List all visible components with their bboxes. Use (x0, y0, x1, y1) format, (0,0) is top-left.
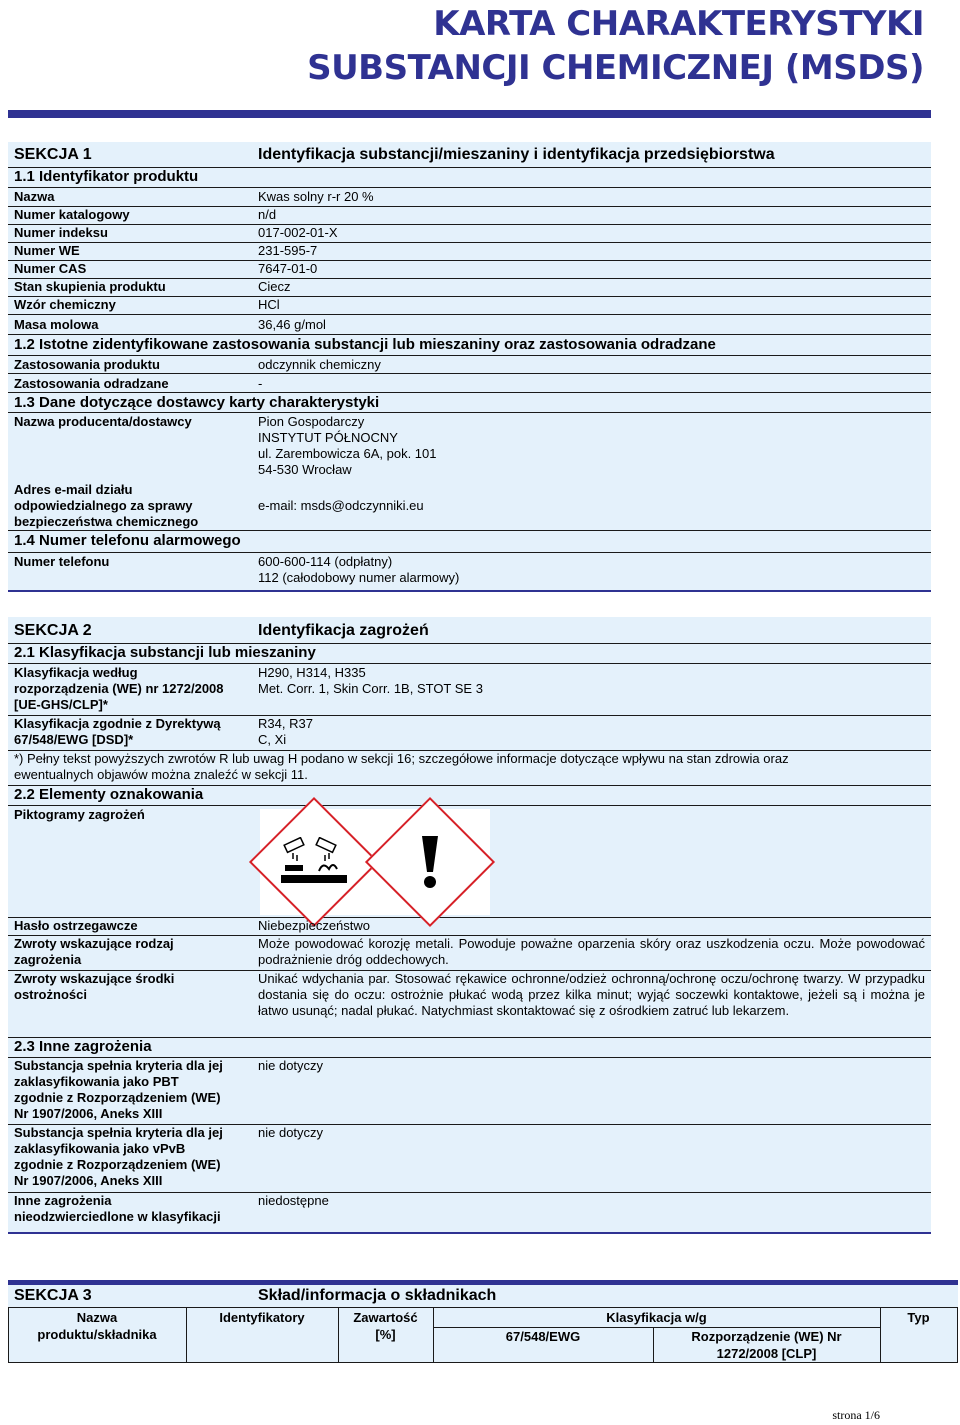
col-header-type: Typ (907, 1310, 930, 1325)
value-nazwa: Kwas solny r-r 20 % (258, 189, 374, 204)
clp-label-line: rozporządzenia (WE) nr 1272/2008 (14, 681, 224, 696)
document-title-line1: KARTA CHARAKTERYSTYKI (433, 4, 924, 44)
row-hazard-statements (8, 936, 931, 971)
row-precautionary (8, 971, 931, 1038)
row-numer-cas (8, 261, 931, 279)
section2-1-heading (8, 644, 931, 664)
label-numer-katalogowy: Numer katalogowy (14, 207, 130, 222)
section1-1-heading (8, 168, 931, 188)
dsd-value-line: R34, R37 (258, 716, 313, 731)
vpvb-label-line: Substancja spełnia kryteria dla jej (14, 1125, 223, 1140)
section1-number: SEKCJA 1 (14, 146, 92, 163)
hazard-label-line: Zwroty wskazujące rodzaj (14, 936, 174, 951)
value-clp (258, 665, 925, 697)
col-line (957, 1307, 958, 1363)
label-nazwa: Nazwa (14, 189, 55, 204)
value-email: e-mail: msds@odczynniki.eu (258, 498, 424, 513)
pbt-label-line: Substancja spełnia kryteria dla jej (14, 1058, 223, 1073)
section2-3-heading (8, 1038, 931, 1058)
section2-name: Identyfikacja zagrożeń (258, 622, 429, 639)
sub-1-4: 1.4 Numer telefonu alarmowego (14, 532, 241, 549)
row-wzor-chemiczny (8, 297, 931, 315)
section1-top-bar (8, 110, 931, 118)
value-supplier (258, 414, 925, 478)
pictogram-area (260, 809, 490, 915)
col-header-classification: Klasyfikacja w/g (606, 1310, 707, 1325)
clp-value-line: H290, H314, H335 (258, 665, 366, 680)
row-zastosowania-odradzane (8, 374, 931, 393)
hazard-label-line: zagrożenia (14, 952, 82, 967)
label-zastosowania-odradzane: Zastosowania odradzane (14, 376, 169, 391)
label-supplier: Nazwa producenta/dostawcy (14, 414, 192, 429)
value-zastosowania: odczynnik chemiczny (258, 357, 381, 372)
corrosion-pictogram (249, 797, 379, 927)
clp-value-line: Met. Corr. 1, Skin Corr. 1B, STOT SE 3 (258, 681, 483, 696)
row-vpvb (8, 1125, 931, 1193)
document-title (307, 2, 924, 90)
row-phone (8, 554, 931, 590)
pbt-label-line: Nr 1907/2006, Aneks XIII (14, 1106, 163, 1121)
label-pbt (14, 1058, 223, 1122)
col-clp-line: 1272/2008 [CLP] (716, 1346, 817, 1361)
row-signal-word (8, 918, 931, 936)
section1-bottom-line (8, 590, 931, 592)
pbt-label-line: zaklasyfikowania jako PBT (14, 1074, 179, 1089)
col-header-clp (653, 1328, 880, 1362)
dsd-label-line: 67/548/EWG [DSD]* (14, 732, 134, 747)
row-nazwa (8, 189, 931, 207)
label-numer-indeksu: Numer indeksu (14, 225, 108, 240)
sub-1-2: 1.2 Istotne zidentyfikowane zastosowania substancji lub mieszaniny oraz zastosowania odradzane (14, 336, 716, 353)
corrosion-icon (279, 837, 349, 887)
dsd-label-line: Klasyfikacja zgodnie z Dyrektywą (14, 716, 221, 731)
row-clp (8, 665, 931, 716)
vpvb-label-line: zaklasyfikowania jako vPvB (14, 1141, 186, 1156)
section2-bottom-line (8, 1232, 931, 1234)
label-precautionary (14, 971, 174, 1003)
col-header-content (338, 1309, 433, 1343)
section2-header (8, 623, 931, 644)
dsd-value-line: C, Xi (258, 732, 287, 747)
section1-header (8, 147, 931, 168)
value-signal-word: Niebezpieczeństwo (258, 918, 371, 933)
row-pbt (8, 1058, 931, 1125)
value-wzor-chemiczny: HCl (258, 297, 280, 312)
col-name-line: produktu/składnika (37, 1327, 157, 1342)
label-masa-molowa: Masa molowa (14, 317, 99, 332)
row-zastosowania (8, 356, 931, 374)
document-title-line2: SUBSTANCJI CHEMICZNEJ (MSDS) (307, 48, 924, 88)
section1-2-heading (8, 336, 931, 356)
section3-header-line (8, 1307, 958, 1308)
label-clp (14, 665, 224, 713)
label-signal-word: Hasło ostrzegawcze (14, 918, 138, 933)
supplier-line: Pion Gospodarczy (258, 414, 365, 429)
vpvb-label-line: Nr 1907/2006, Aneks XIII (14, 1173, 163, 1188)
classification-note: *) Pełny tekst powyższych zwrotów R lub uwag H podano w sekcji 16; szczegółowe informacje dotyczące wpływu na stan zdrowia oraz ewentualnych objawów można znaleźć w sekcji 11. (14, 751, 789, 782)
label-vpvb (14, 1125, 223, 1189)
label-dsd (14, 716, 221, 748)
value-numer-katalogowy: n/d (258, 207, 277, 222)
col-name-line: Nazwa (76, 1310, 118, 1325)
section1-box (8, 142, 931, 592)
col-content-line: [%] (375, 1327, 396, 1342)
section3-bottom-line (8, 1362, 958, 1363)
col-clp-line: Rozporządzenie (WE) Nr (691, 1329, 842, 1344)
row-note (8, 751, 931, 786)
row-dsd (8, 716, 931, 751)
label-zastosowania: Zastosowania produktu (14, 357, 160, 372)
value-phone (258, 554, 925, 586)
value-other-hazards: niedostępne (258, 1193, 329, 1208)
other-label-line: nieodzwierciedlone w klasyfikacji (14, 1209, 221, 1224)
phone-line: 600-600-114 (odpłatny) (258, 554, 393, 569)
label-other-hazards (14, 1193, 221, 1225)
section3-box (8, 1285, 958, 1363)
label-numer-we: Numer WE (14, 243, 80, 258)
sub-2-2: 2.2 Elementy oznakowania (14, 786, 204, 803)
section3-name: Skład/informacja o składnikach (258, 1287, 497, 1304)
section2-box (8, 617, 931, 1234)
vpvb-label-line: zgodnie z Rozporządzeniem (WE) (14, 1157, 221, 1172)
label-wzor-chemiczny: Wzór chemiczny (14, 297, 116, 312)
value-zastosowania-odradzane: - (258, 376, 263, 391)
row-numer-indeksu (8, 225, 931, 243)
row-numer-we (8, 243, 931, 261)
col-header-name (8, 1309, 186, 1343)
row-stan-skupienia (8, 279, 931, 297)
value-numer-we: 231-595-7 (258, 243, 318, 258)
page-number: strona 1/6 (832, 1408, 880, 1422)
label-pictograms: Piktogramy zagrożeń (14, 807, 145, 822)
col-header-dsd: 67/548/EWG (505, 1329, 581, 1344)
col-content-line: Zawartość (353, 1310, 418, 1325)
value-hazard-statements: Może powodować korozję metali. Powoduje poważne oparzenia skóry oraz uszkodzenia oczu. Może powodować podrażnienie dróg oddechowych. (258, 936, 925, 967)
supplier-line: ul. Zarembowicza 6A, pok. 101 (258, 446, 437, 461)
supplier-line: 54-530 Wrocław (258, 462, 352, 477)
label-email (14, 482, 198, 530)
label-phone: Numer telefonu (14, 554, 110, 569)
email-label-line: Adres e-mail działu (14, 482, 133, 497)
col-header-identifiers: Identyfikatory (219, 1310, 305, 1325)
value-masa-molowa: 36,46 g/mol (258, 317, 326, 332)
value-numer-cas: 7647-01-0 (258, 261, 318, 276)
pbt-label-line: zgodnie z Rozporządzeniem (WE) (14, 1090, 221, 1105)
sub-1-1: 1.1 Identyfikator produktu (14, 168, 199, 185)
label-stan-skupienia: Stan skupienia produktu (14, 279, 166, 294)
section2-2-heading (8, 786, 931, 806)
value-numer-indeksu: 017-002-01-X (258, 225, 338, 240)
section1-name: Identyfikacja substancji/mieszaniny i identyfikacja przedsiębiorstwa (258, 146, 775, 163)
label-numer-cas: Numer CAS (14, 261, 87, 276)
exclamation-pictogram (365, 797, 495, 927)
section3-header (8, 1288, 958, 1308)
row-pictograms (8, 806, 931, 918)
value-stan-skupienia: Ciecz (258, 279, 291, 294)
exclamation-icon (418, 834, 442, 890)
sub-2-3: 2.3 Inne zagrożenia (14, 1038, 152, 1055)
value-precautionary: Unikać wdychania par. Stosować rękawice ochronne/odzież ochronną/ochronę oczu/ochronę twarzy. W przypadku dostania się do oczu: ostrożnie płukać wodą przez kilka minut; wyjąć soczewki kontaktowe, jeżeli są i można je łatwo usunąć; nadal płukać. Natychmiast skontaktować się z ośrodkiem zatruć lub lekarzem. (258, 971, 925, 1018)
row-email (8, 482, 931, 531)
section1-3-heading (8, 393, 931, 413)
other-label-line: Inne zagrożenia (14, 1193, 112, 1208)
phone-line: 112 (całodobowy numer alarmowy) (258, 570, 460, 585)
clp-label-line: Klasyfikacja według (14, 665, 138, 680)
supplier-line: INSTYTUT PÓŁNOCNY (258, 430, 398, 445)
row-masa-molowa (8, 315, 931, 335)
clp-label-line: [UE-GHS/CLP]* (14, 697, 108, 712)
row-other-hazards (8, 1193, 931, 1229)
value-vpvb: nie dotyczy (258, 1125, 324, 1140)
section3-number: SEKCJA 3 (14, 1287, 92, 1304)
precaution-label-line: ostrożności (14, 987, 87, 1002)
section2-number: SEKCJA 2 (14, 622, 92, 639)
sub-1-3: 1.3 Dane dotyczące dostawcy karty charakterystyki (14, 394, 380, 411)
value-dsd (258, 716, 925, 748)
label-hazard-statements (14, 936, 174, 968)
email-label-line: odpowiedzialnego za sprawy (14, 498, 193, 513)
email-label-line: bezpieczeństwa chemicznego (14, 514, 199, 529)
value-pbt: nie dotyczy (258, 1058, 324, 1073)
row-numer-katalogowy (8, 207, 931, 225)
sub-2-1: 2.1 Klasyfikacja substancji lub mieszaniny (14, 644, 316, 661)
row-supplier (8, 414, 931, 484)
section1-4-heading (8, 532, 931, 553)
precaution-label-line: Zwroty wskazujące środki (14, 971, 175, 986)
